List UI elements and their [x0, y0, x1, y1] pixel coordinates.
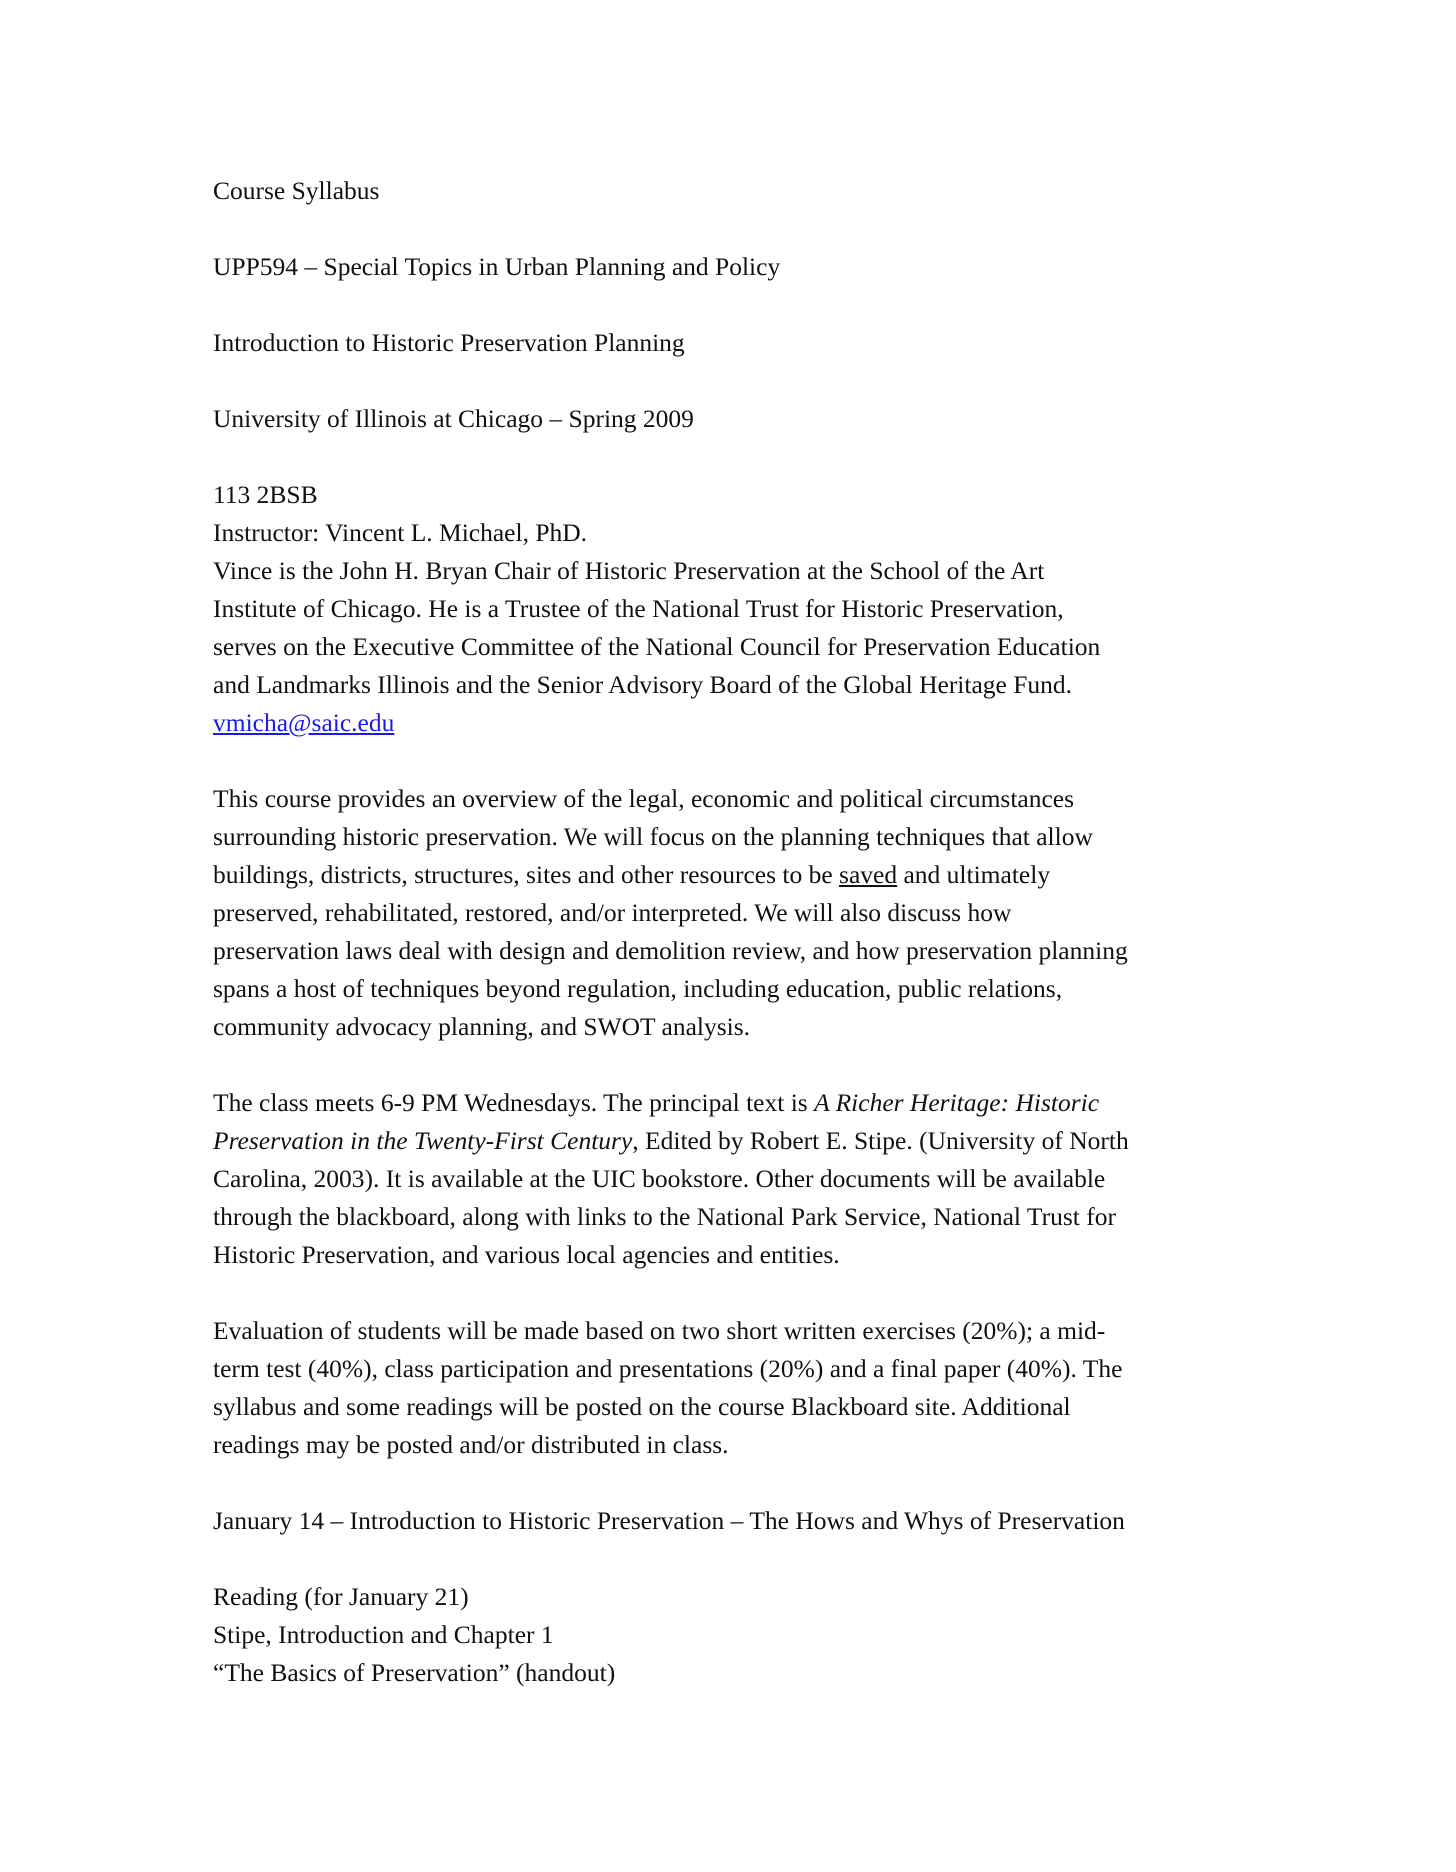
instructor-bio-line: and Landmarks Illinois and the Senior Advisory Board of the Global Heritage Fund.	[213, 670, 1073, 699]
session-january-14: January 14 – Introduction to Historic Preservation – The Hows and Whys of Preservation	[213, 1506, 1125, 1535]
evaluation-paragraph	[213, 1312, 1273, 1464]
paragraph-line: readings may be posted and/or distributed in class.	[213, 1430, 729, 1459]
book-title: A Richer Heritage: Historic	[814, 1088, 1100, 1117]
class-text-paragraph	[213, 1084, 1273, 1274]
paragraph-line	[213, 856, 1273, 894]
reading-header: Reading (for January 21)	[213, 1582, 469, 1611]
course-overview-paragraph	[213, 780, 1273, 1046]
text-fragment: buildings, districts, structures, sites and other resources to be	[213, 860, 840, 889]
text-fragment: and ultimately	[897, 860, 1051, 889]
text-fragment: The class meets 6-9 PM Wednesdays. The principal text is	[213, 1088, 815, 1117]
paragraph-line: through the blackboard, along with links to the National Park Service, National Trust for	[213, 1202, 1116, 1231]
paragraph-line: preservation laws deal with design and demolition review, and how preservation planning	[213, 936, 1128, 965]
reading-item: “The Basics of Preservation” (handout)	[213, 1658, 616, 1687]
paragraph-line: syllabus and some readings will be posted on the course Blackboard site. Additional	[213, 1392, 1071, 1421]
syllabus-page	[213, 172, 1273, 1692]
paragraph-line	[213, 1084, 1273, 1122]
book-title: Preservation in the Twenty-First Century	[213, 1126, 633, 1155]
paragraph-line: surrounding historic preservation. We will focus on the planning techniques that allow	[213, 822, 1093, 851]
document-title: Course Syllabus	[213, 176, 380, 205]
instructor-block	[213, 476, 1273, 742]
reading-block	[213, 1578, 1273, 1692]
paragraph-line: term test (40%), class participation and presentations (20%) and a final paper (40%). The	[213, 1354, 1123, 1383]
instructor-bio-line: serves on the Executive Committee of the National Council for Preservation Education	[213, 632, 1101, 661]
paragraph-line: Evaluation of students will be made based on two short written exercises (20%); a mid-	[213, 1316, 1106, 1345]
paragraph-line	[213, 1122, 1273, 1160]
instructor-email-link[interactable]: vmicha@saic.edu	[213, 708, 395, 737]
institution-term: University of Illinois at Chicago – Spring 2009	[213, 404, 694, 433]
room-number: 113 2BSB	[213, 480, 318, 509]
paragraph-line: preserved, rehabilitated, restored, and/or interpreted. We will also discuss how	[213, 898, 1012, 927]
paragraph-line: Carolina, 2003). It is available at the UIC bookstore. Other documents will be available	[213, 1164, 1106, 1193]
course-code-title: UPP594 – Special Topics in Urban Planning and Policy	[213, 252, 781, 281]
paragraph-line: Historic Preservation, and various local agencies and entities.	[213, 1240, 840, 1269]
course-name: Introduction to Historic Preservation Planning	[213, 328, 685, 357]
text-fragment: , Edited by Robert E. Stipe. (University of North	[632, 1126, 1129, 1155]
instructor-bio-line: Institute of Chicago. He is a Trustee of the National Trust for Historic Preservation,	[213, 594, 1064, 623]
paragraph-line: community advocacy planning, and SWOT analysis.	[213, 1012, 751, 1041]
instructor-name: Instructor: Vincent L. Michael, PhD.	[213, 518, 588, 547]
reading-item: Stipe, Introduction and Chapter 1	[213, 1620, 554, 1649]
paragraph-line: spans a host of techniques beyond regulation, including education, public relations,	[213, 974, 1063, 1003]
instructor-bio-line: Vince is the John H. Bryan Chair of Historic Preservation at the School of the Art	[213, 556, 1045, 585]
underlined-word: saved	[839, 860, 898, 889]
paragraph-line: This course provides an overview of the legal, economic and political circumstances	[213, 784, 1075, 813]
